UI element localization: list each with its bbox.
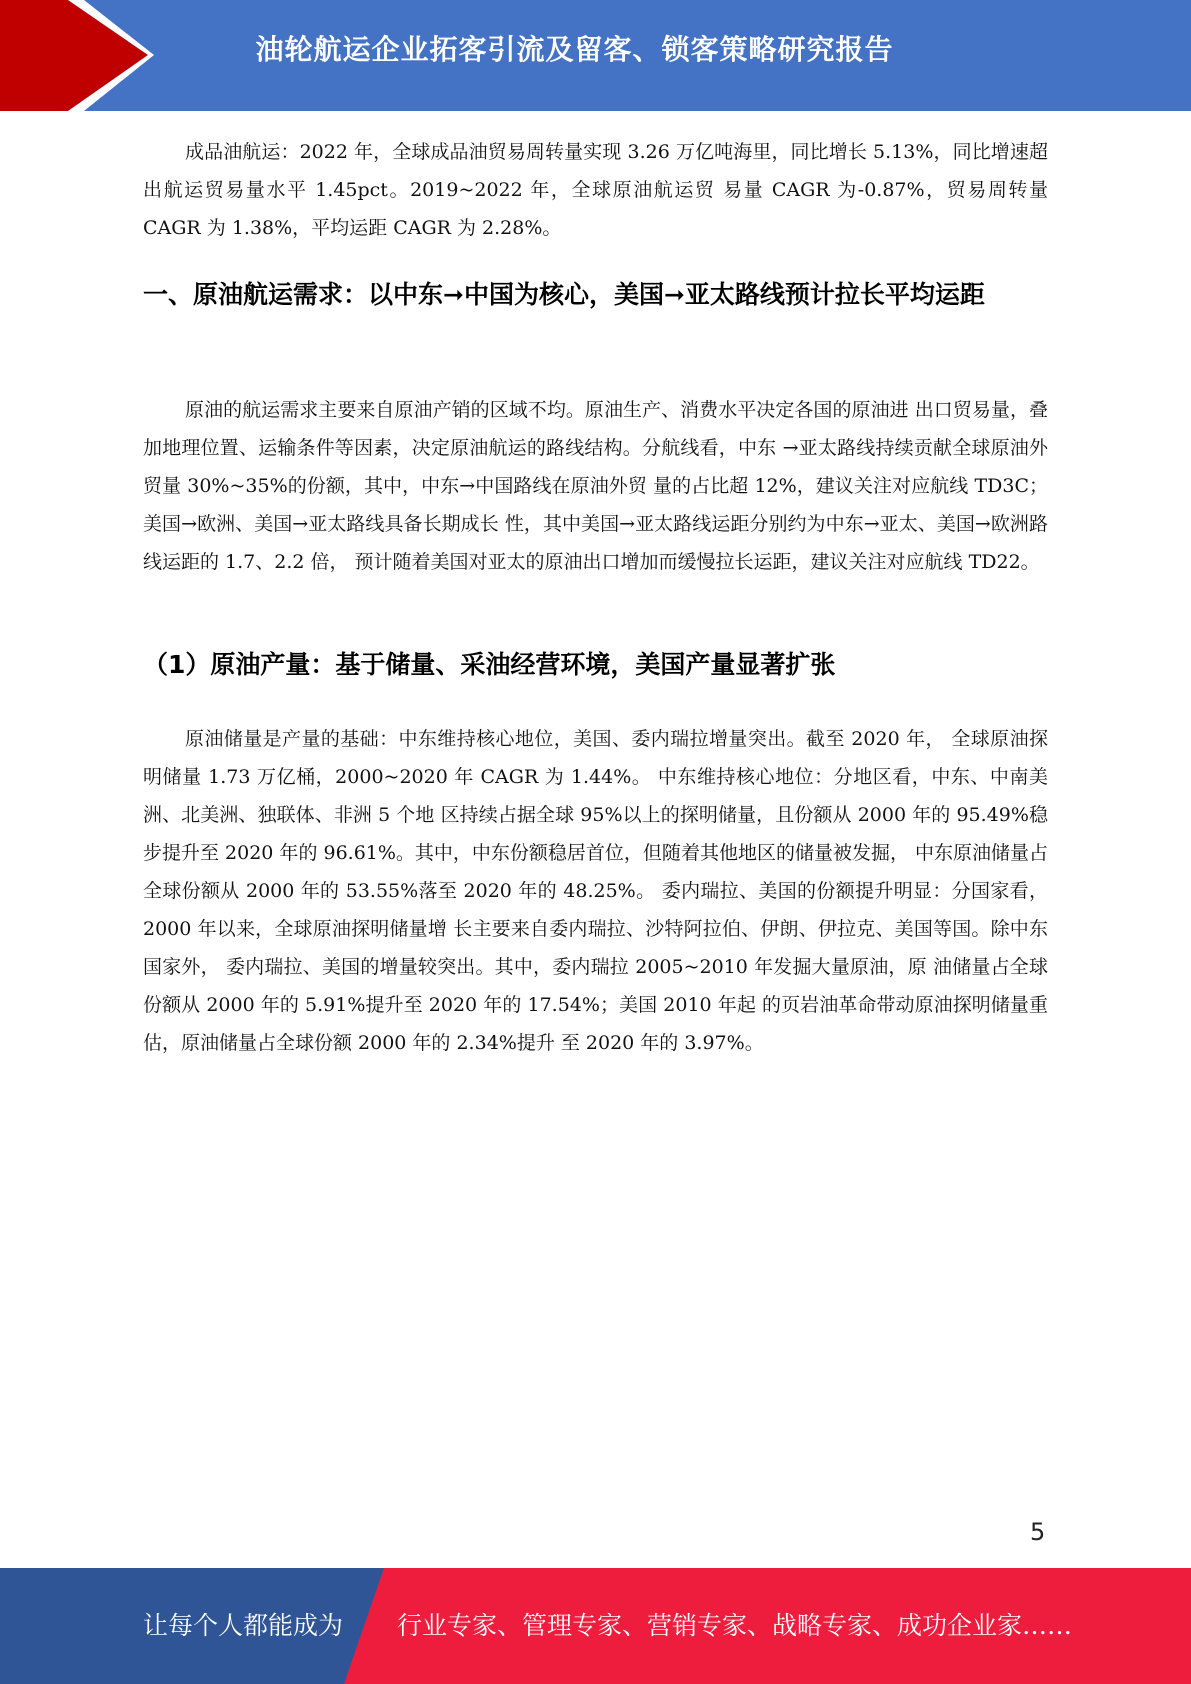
section-heading-crude-demand: 一、原油航运需求：以中东➞中国为核心，美国➞亚太路线预计拉长平均运距	[143, 280, 985, 309]
paragraph-crude-shipping-demand: 原油的航运需求主要来自原油产销的区域不均。原油生产、消费水平决定各国的原油进 出口贸易量，叠加地理位置、运输条件等因素，决定原油航运的路线结构。分航线看，中东 →亚太路线持续贡献全球原油外贸量 30%~35%的份额，其中，中东→中国路线在原油外贸 量的占比超 12%，建议关注对应航线 TD3C；美国→欧洲、美国→亚太路线具备长期成长 性，其中美国→亚太路线运距分别约为中东→亚太、美国→欧洲路线运距的 1.7、2.2 倍， 预计随着美国对亚太的原油出口增加而缓慢拉长运距，建议关注对应航线 TD22。	[143, 399, 1048, 573]
footer-slogan-right: 行业专家、管理专家、营销专家、战略专家、成功企业家……	[397, 1611, 1073, 1640]
page-footer	[0, 1568, 1191, 1684]
paragraph-crude-reserves: 原油储量是产量的基础：中东维持核心地位，美国、委内瑞拉增量突出。截至 2020 年， 全球原油探明储量 1.73 万亿桶，2000~2020 年 CAGR 为 1.44%。 中东维持核心地位：分地区看，中东、中南美洲、北美洲、独联体、非洲 5 个地 区持续占据全球 95%以上的探明储量，且份额从 2000 年的 95.49%稳步提升至 2020 年的 96.61%。其中，中东份额稳居首位，但随着其他地区的储量被发掘， 中东原油储量占全球份额从 2000 年的 53.55%落至 2020 年的 48.25%。 委内瑞拉、美国的份额提升明显：分国家看，2000 年以来，全球原油探明储量增 长主要来自委内瑞拉、沙特阿拉伯、伊朗、伊拉克、美国等国。除中东国家外， 委内瑞拉、美国的增量较突出。其中，委内瑞拉 2005~2010 年发掘大量原油，原 油储量占全球份额从 2000 年的 5.91%提升至 2020 年的 17.54%；美国 2010 年起 的页岩油革命带动原油探明储量重估，原油储量占全球份额 2000 年的 2.34%提升 至 2020 年的 3.97%。	[143, 728, 1048, 1054]
report-title: 油轮航运企业拓客引流及留客、锁客策略研究报告	[255, 33, 894, 66]
page-header	[0, 0, 1191, 111]
header-arrow-decoration	[0, 0, 160, 111]
subsection-heading-crude-production: （1）原油产量：基于储量、采油经营环境，美国产量显著扩张	[143, 650, 836, 679]
page-number: 5	[1030, 1518, 1046, 1546]
paragraph-refined-oil-shipping: 成品油航运：2022 年，全球成品油贸易周转量实现 3.26 万亿吨海里，同比增长 5.13%，同比增速超出航运贸易量水平 1.45pct。2019~2022 年，全球原油航运贸 易量 CAGR 为-0.87%，贸易周转量 CAGR 为 1.38%，平均运距 CAGR 为 2.28%。	[143, 141, 1048, 239]
footer-slogan-left: 让每个人都能成为	[143, 1611, 344, 1640]
